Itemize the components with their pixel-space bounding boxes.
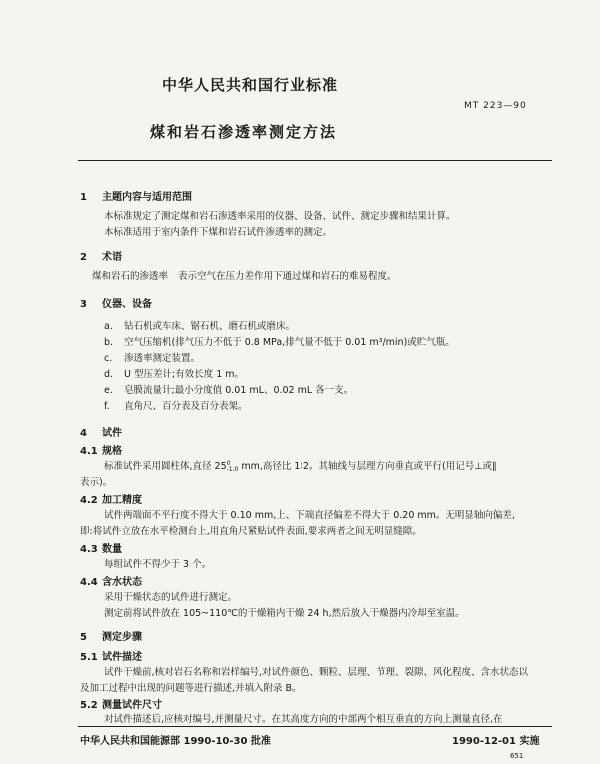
standard-code: MT 223—90 (464, 101, 527, 111)
equipment-item: d. U 型压差计;有效长度 1 m。 (104, 369, 245, 380)
section-1-heading: 1 主题内容与适用范围 (80, 192, 192, 203)
page-number: 651 (510, 752, 524, 760)
subsection-4-2-heading: 4.2 加工精度 (80, 495, 142, 506)
section-4-heading: 4 试件 (80, 428, 122, 439)
subsection-4-1-heading: 4.1 规格 (80, 446, 122, 457)
subsection-4-2-line-2: 即:将试件立放在水平检测台上,用直角尺紧贴试件表面,要求两者之间无明显缝隙。 (80, 526, 422, 537)
definition: 表示空气在压力差作用下通过煤和岩石的难易程度。 (178, 271, 397, 282)
subsection-4-3-heading: 4.3 数量 (80, 544, 122, 555)
section-1-paragraph-1: 本标准规定了测定煤和岩石渗透率采用的仪器、设备、试件、测定步骤和结果计算。 (104, 211, 456, 222)
approval-line: 中华人民共和国能源部 1990-10-30 批准 (80, 736, 271, 747)
footer-rule (78, 726, 552, 727)
subsection-4-1-line-2: 表示)。 (80, 477, 113, 488)
subsection-4-1-line-1: 标准试件采用圆柱体,直径 25 0 -1.0 mm,高径比 1∶2。其轴线与层理方向垂直或平行(用记号⊥或∥ (104, 459, 497, 473)
subsection-4-2-line-1: 试件两端面不平行度不得大于 0.10 mm,上、下端直径偏差不得大于 0.20 mm。无明显轴向偏差, (104, 510, 515, 521)
section-2-heading: 2 术语 (80, 252, 122, 263)
term: 煤和岩石的渗透率 (92, 271, 169, 282)
subsection-4-3-line-1: 每组试件不得少于 3 个。 (104, 559, 212, 570)
equipment-item: c. 渗透率测定装置。 (104, 353, 201, 364)
section-3-heading: 3 仪器、设备 (80, 299, 152, 310)
subsection-5-1-line-1: 试件干燥前,核对岩石名称和岩样编号,对试件颜色、颗粒、层理、节理、裂隙、风化程度、含水状态以 (104, 667, 529, 678)
equipment-item: a. 钻石机或车床、锯石机、磨石机或磨床。 (104, 321, 296, 332)
subsection-4-4-line-1: 采用干燥状态的试件进行测定。 (104, 592, 238, 603)
subsection-5-1-heading: 5.1 试件描述 (80, 652, 142, 663)
header-rule (78, 160, 552, 161)
section-5-heading: 5 测定步骤 (80, 632, 142, 643)
subsection-5-2-heading: 5.2 测量试件尺寸 (80, 700, 162, 711)
standard-type-heading: 中华人民共和国行业标准 (162, 76, 339, 94)
subsection-4-4-line-2: 测定前将试件放在 105~110℃的干燥箱内干燥 24 h,然后放入干燥器内冷却至室温。 (104, 608, 465, 619)
equipment-item: e. 皂膜流量计;最小分度值 0.01 mL、0.02 mL 各一支。 (104, 385, 354, 396)
subsection-4-4-heading: 4.4 含水状态 (80, 577, 142, 588)
implementation-date: 1990-12-01 实施 (452, 736, 540, 747)
section-1-paragraph-2: 本标准适用于室内条件下煤和岩石试件渗透率的测定。 (104, 227, 333, 238)
document-title: 煤和岩石渗透率测定方法 (150, 123, 338, 141)
diameter-tolerance: 0 -1.0 (226, 459, 239, 473)
subsection-5-2-line-1: 对试件描述后,应核对编号,并测量尺寸。在其高度方向的中部两个相互垂直的方向上测量直径,在 (104, 714, 503, 725)
subsection-5-1-line-2: 及加工过程中出现的问题等进行描述,并填入附录 B。 (80, 683, 302, 694)
equipment-item: b. 空气压缩机(排气压力不低于 0.8 MPa,排气量不低于 0.01 m³/min)或贮气瓶。 (104, 337, 455, 348)
term-definition (92, 268, 397, 282)
equipment-item: f. 直角尺、百分表及百分表架。 (104, 401, 248, 412)
